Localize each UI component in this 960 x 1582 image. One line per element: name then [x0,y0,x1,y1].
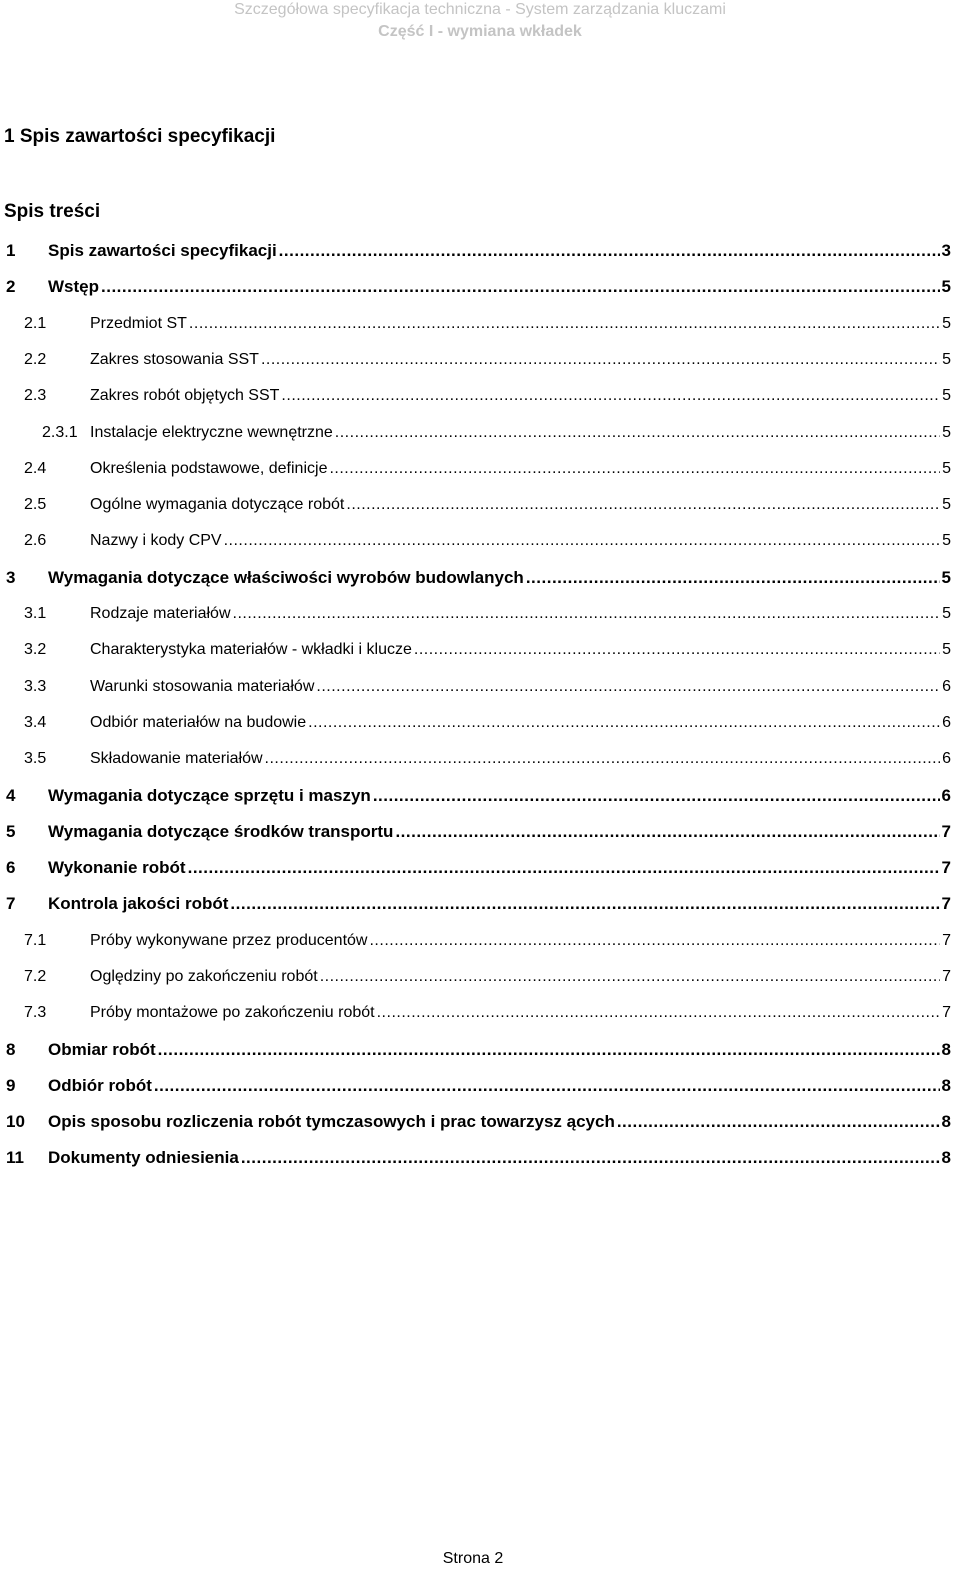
toc-entry[interactable] [0,420,960,444]
toc-entry-label: Dokumenty odniesienia [48,1148,239,1167]
toc-entry-page: 5 [941,277,951,296]
toc-entry[interactable] [0,855,960,879]
page-footer: Strona 2 [442,1550,504,1567]
toc-entry[interactable] [0,710,960,734]
toc-entry[interactable] [0,1000,960,1024]
toc-entry-label: Nazwy i kody CPV [90,532,222,549]
toc-entry-page: 6 [941,786,951,805]
toc-leader-dots [154,1075,940,1097]
toc-leader-dots [526,567,940,589]
toc-leader-dots [617,1111,940,1133]
toc-leader-dots [189,313,940,335]
toc-entry-number: 6 [6,858,16,877]
toc-leader-dots [373,785,940,807]
toc-entry-label: Wstęp [48,277,99,296]
toc-entry-label: Wykonanie robót [48,858,186,877]
header-document-title: Szczegółowa specyfikacja techniczna - System zarządzania kluczami [234,1,726,18]
toc-entry[interactable] [0,1145,960,1169]
toc-entry-label: Próby wykonywane przez producentów [90,932,368,949]
toc-entry[interactable] [0,1037,960,1061]
toc-leader-dots [158,1039,940,1061]
toc-entry-number: 7 [6,894,16,913]
toc-entry-number: 7.1 [24,932,47,949]
toc-entry[interactable] [0,238,960,262]
toc-leader-dots [395,821,939,843]
toc-entry-number: 7.2 [24,968,47,985]
section-heading: 1 Spis zawartości specyfikacji [4,126,276,147]
toc-leader-dots [329,458,940,480]
toc-entry-number: 8 [6,1040,16,1059]
toc-entry-label: Przedmiot ST [90,315,187,332]
toc-leader-dots [369,930,940,952]
toc-entry[interactable] [0,674,960,698]
toc-entry-page: 5 [942,496,951,513]
toc-entry-page: 6 [942,714,951,731]
toc-entry-label: Spis zawartości specyfikacji [48,241,277,260]
toc-entry-page: 7 [942,968,951,985]
toc-entry-label: Instalacje elektryczne wewnętrzne [90,424,333,441]
toc-entry-label: Warunki stosowania materiałów [90,678,315,695]
toc-entry[interactable] [0,819,960,843]
toc-entry[interactable] [0,347,960,371]
toc-entry-number: 3.4 [24,714,47,731]
toc-entry-label: Opis sposobu rozliczenia robót tymczasowych i prac towarzysz ących [48,1112,615,1131]
toc-entry-number: 3.2 [24,641,47,658]
toc-entry[interactable] [0,565,960,589]
toc-entry-page: 8 [941,1076,951,1095]
toc-entry-page: 8 [941,1040,951,1059]
toc-entry-number: 2 [6,277,16,296]
toc-entry[interactable] [0,601,960,625]
toc-entry-page: 6 [942,750,951,767]
toc-entry-label: Odbiór materiałów na budowie [90,714,307,731]
toc-entry-page: 5 [942,605,951,622]
toc-entry-label: Określenia podstawowe, definicje [90,460,328,477]
toc-entry-number: 3.1 [24,605,47,622]
toc-entry[interactable] [0,311,960,335]
toc-entry-number: 3 [6,568,16,587]
toc-entry[interactable] [0,783,960,807]
toc-entry-page: 8 [941,1148,951,1167]
toc-entry-page: 5 [942,315,951,332]
toc-entry-label: Ogólne wymagania dotyczące robót [90,496,345,513]
toc-leader-dots [320,966,940,988]
toc-entry[interactable] [0,964,960,988]
toc-entry-page: 7 [941,822,951,841]
toc-entry-page: 5 [942,532,951,549]
toc-leader-dots [188,857,940,879]
toc-leader-dots [377,1002,940,1024]
toc-leader-dots [241,1147,940,1169]
toc-entry-page: 5 [942,460,951,477]
toc-entry-label: Wymagania dotyczące właściwości wyrobów budowlanych [48,568,524,587]
toc-entry-page: 7 [941,894,951,913]
toc-entry-page: 8 [941,1112,951,1131]
toc-entry-label: Wymagania dotyczące sprzętu i maszyn [48,786,371,805]
toc-entry-number: 3.3 [24,678,47,695]
toc-leader-dots [346,494,940,516]
toc-entry[interactable] [0,928,960,952]
toc-leader-dots [308,712,940,734]
toc-entry-label: Wymagania dotyczące środków transportu [48,822,394,841]
toc-leader-dots [265,748,941,770]
toc-entry-label: Kontrola jakości robót [48,894,229,913]
toc-entry[interactable] [0,746,960,770]
toc-entry-page: 7 [942,1004,951,1021]
toc-entry[interactable] [0,492,960,516]
toc-entry-label: Zakres robót objętych SST [90,387,280,404]
toc-leader-dots [101,276,940,298]
toc-entry-number: 2.3.1 [42,424,78,441]
toc-entry-label: Charakterystyka materiałów - wkładki i klucze [90,641,412,658]
toc-entry[interactable] [0,383,960,407]
toc-leader-dots [316,676,940,698]
toc-entry[interactable] [0,1109,960,1133]
toc-leader-dots [230,893,939,915]
toc-entry-number: 9 [6,1076,16,1095]
toc-entry[interactable] [0,528,960,552]
toc-entry-label: Próby montażowe po zakończeniu robót [90,1004,375,1021]
toc-leader-dots [224,530,941,552]
toc-entry-label: Zakres stosowania SST [90,351,259,368]
toc-entry-page: 5 [941,568,951,587]
toc-entry[interactable] [0,637,960,661]
toc-entry-label: Rodzaje materiałów [90,605,231,622]
toc-entry-number: 2.2 [24,351,47,368]
toc-leader-dots [233,603,941,625]
toc-entry-number: 7.3 [24,1004,47,1021]
toc-entry-number: 2.6 [24,532,47,549]
toc-entry-number: 5 [6,822,16,841]
toc-entry-page: 6 [942,678,951,695]
toc-entry-number: 2.1 [24,315,47,332]
toc-heading: Spis treści [4,201,101,222]
toc-entry-page: 5 [942,424,951,441]
toc-entry-page: 3 [941,241,951,260]
toc-entry[interactable] [0,274,960,298]
toc-entry-number: 2.4 [24,460,47,477]
toc-entry-number: 3.5 [24,750,47,767]
toc-leader-dots [279,240,940,262]
toc-entry-number: 4 [6,786,16,805]
toc-entry-label: Odbiór robót [48,1076,152,1095]
toc-leader-dots [281,385,940,407]
toc-entry-label: Składowanie materiałów [90,750,263,767]
toc-entry-page: 7 [942,932,951,949]
toc-entry-page: 5 [942,387,951,404]
toc-entry-number: 11 [6,1148,24,1167]
toc-entry-number: 2.3 [24,387,47,404]
toc-entry[interactable] [0,456,960,480]
toc-entry-number: 2.5 [24,496,47,513]
toc-leader-dots [335,422,940,444]
header-part-title: Część I - wymiana wkładek [378,23,582,40]
toc-leader-dots [414,639,940,661]
toc-entry-label: Oględziny po zakończeniu robót [90,968,318,985]
toc-entry-page: 5 [942,351,951,368]
toc-entry-label: Obmiar robót [48,1040,156,1059]
toc-entry-number: 10 [6,1112,25,1131]
toc-entry[interactable] [0,891,960,915]
toc-entry-page: 7 [941,858,951,877]
toc-entry-page: 5 [942,641,951,658]
toc-entry[interactable] [0,1073,960,1097]
toc-leader-dots [261,349,940,371]
toc-entry-number: 1 [6,241,16,260]
